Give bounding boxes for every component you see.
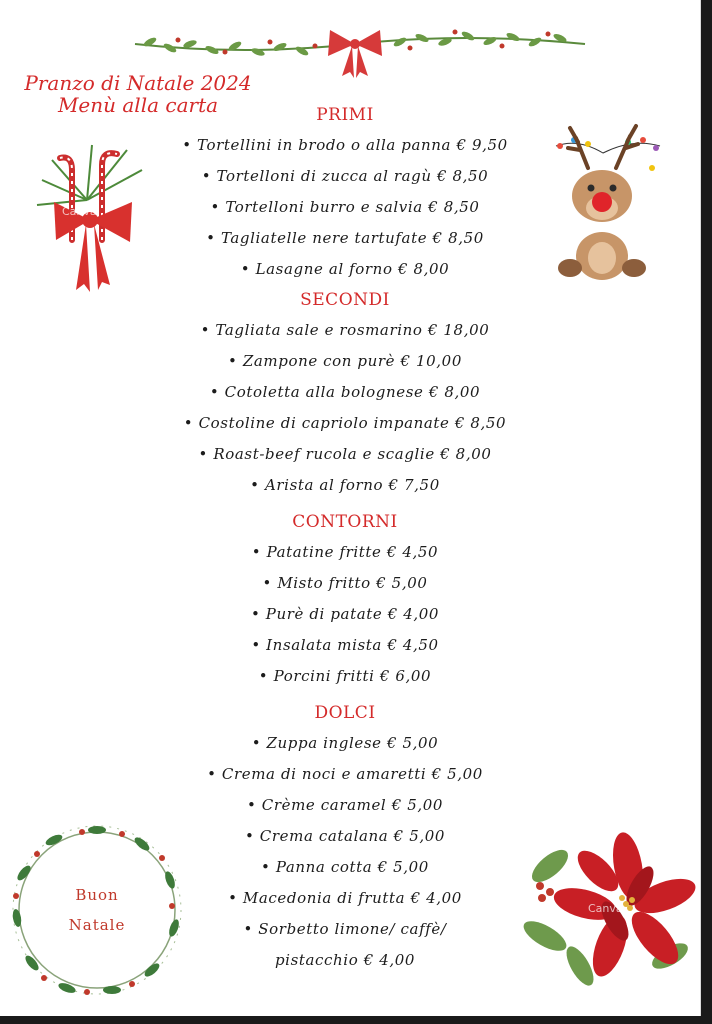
- menu-item: • Tagliata sale e rosmarino € 18,00: [200, 321, 490, 339]
- menu-item: • Zuppa inglese € 5,00: [251, 734, 439, 752]
- menu-item: • Lasagne al forno € 8,00: [240, 260, 450, 278]
- menu-item: • Zampone con purè € 10,00: [228, 352, 462, 370]
- menu-item: • Costoline di capriolo impanate € 8,50: [183, 414, 507, 432]
- reindeer-decoration: [548, 118, 668, 288]
- wreath-line-1: Buon: [75, 886, 119, 904]
- menu-item: • Macedonia di frutta € 4,00: [228, 889, 462, 907]
- menu-item: • Insalata mista € 4,50: [251, 636, 439, 654]
- menu-item: • Crème caramel € 5,00: [246, 796, 444, 814]
- menu-item: pistacchio € 4,00: [274, 951, 416, 969]
- wreath-line-2: Natale: [68, 916, 126, 934]
- menu-item: • Misto fritto € 5,00: [262, 574, 428, 592]
- section-title-dolci: DOLCI: [314, 703, 376, 723]
- title-line-2: Menù alla carta: [57, 93, 219, 117]
- menu-list: [130, 100, 560, 976]
- menu-item: • Crema catalana € 5,00: [244, 827, 445, 845]
- menu-item: • Cotoletta alla bolognese € 8,00: [209, 383, 481, 401]
- watermark-right: Canva: [588, 902, 623, 915]
- section-title-primi: PRIMI: [316, 105, 374, 125]
- watermark-left: Canva: [62, 205, 97, 218]
- section-title-secondi: SECONDI: [300, 290, 390, 310]
- section-title-contorni: CONTORNI: [292, 512, 398, 532]
- menu-item: • Porcini fritti € 6,00: [258, 667, 432, 685]
- menu-item: • Tortellini in brodo o alla panna € 9,50: [182, 136, 508, 154]
- title-line-1: Pranzo di Natale 2024: [24, 71, 252, 95]
- menu-item: • Panna cotta € 5,00: [261, 858, 429, 876]
- wreath-decoration: [2, 818, 192, 1002]
- menu-item: • Crema di noci e amaretti € 5,00: [207, 765, 483, 783]
- menu-item: • Roast-beef rucola e scaglie € 8,00: [198, 445, 492, 463]
- menu-item: • Tortelloni burro e salvia € 8,50: [210, 198, 480, 216]
- menu-item: • Sorbetto limone/ caffè/: [243, 920, 447, 938]
- menu-item: • Tortelloni di zucca al ragù € 8,50: [201, 167, 489, 185]
- menu-item: • Patatine fritte € 4,50: [251, 543, 439, 561]
- menu-item: • Arista al forno € 7,50: [250, 476, 440, 494]
- menu-item: • Purè di patate € 4,00: [250, 605, 440, 623]
- menu-item: • Tagliatelle nere tartufate € 8,50: [206, 229, 484, 247]
- wreath-icon: [2, 818, 192, 1002]
